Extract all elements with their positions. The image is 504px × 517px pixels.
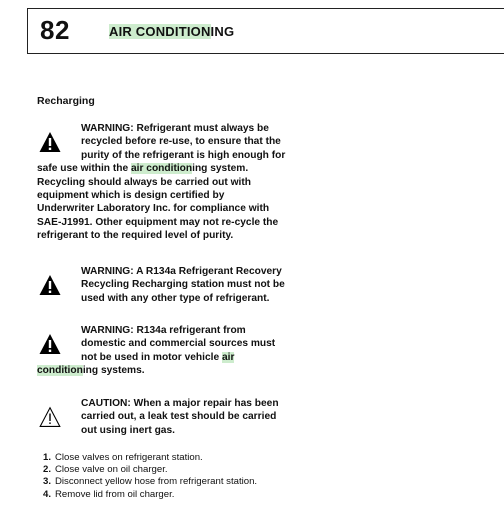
notice-line — [37, 162, 332, 175]
notice-line: used with any other type of refrigerant. — [81, 292, 270, 304]
step-item — [37, 464, 357, 476]
chapter-title — [109, 24, 234, 39]
notice-text: not be used in motor vehicle — [81, 351, 222, 363]
notice-line: CAUTION: When a major repair has been — [81, 398, 279, 409]
chapter-title-suffix: ING — [210, 24, 235, 39]
procedure-steps — [37, 452, 357, 501]
notice-line: carried out, a leak test should be carried — [81, 411, 277, 423]
notice-line: Underwriter Laboratory Inc. for compliance with — [37, 203, 270, 215]
search-highlight: condition — [37, 365, 83, 377]
step-text: Remove lid from oil charger. — [55, 488, 175, 500]
search-highlight: air condition — [130, 163, 193, 175]
notice-text: ing system. — [192, 163, 249, 175]
notice-line: Recycling Recharging station must not be — [81, 279, 285, 291]
step-number: 2. — [42, 464, 51, 476]
notice-line: refrigerant to the required level of purity. — [37, 230, 234, 242]
search-highlight: air — [221, 351, 235, 363]
step-text: Close valve on oil charger. — [55, 464, 168, 476]
warning-triangle-filled-icon — [39, 274, 61, 296]
notice-text: ing systems. — [82, 365, 145, 377]
caution-notice-leak-test — [37, 397, 332, 437]
notice-line: out using inert gas. — [81, 424, 175, 436]
step-text: Close valves on refrigerant station. — [55, 452, 203, 463]
step-item — [37, 452, 357, 464]
notice-line — [37, 351, 332, 364]
step-number: 3. — [42, 476, 51, 488]
notice-line: recycled before re-use, to ensure that the — [81, 136, 281, 148]
step-text: Disconnect yellow hose from refrigerant station. — [55, 476, 258, 488]
notice-line: WARNING: A R134a Refrigerant Recovery — [81, 266, 282, 277]
step-item — [37, 476, 357, 488]
chapter-header — [27, 8, 504, 54]
notice-line: WARNING: Refrigerant must always be — [81, 123, 269, 134]
warning-triangle-filled-icon — [39, 333, 61, 355]
warning-notice-purity — [37, 122, 332, 243]
notice-line: Recycling should always be carried out with — [37, 176, 251, 188]
warning-triangle-filled-icon — [39, 131, 61, 153]
notice-line: WARNING: R134a refrigerant from — [81, 325, 246, 336]
warning-notice-station — [37, 265, 332, 305]
notice-line — [37, 364, 332, 377]
warning-notice-sources — [37, 324, 332, 378]
notice-line: SAE-J1991. Other equipment may not re-cycle the — [37, 216, 279, 228]
page-number: 82 — [40, 15, 70, 45]
search-highlight: AIR CONDITION — [109, 24, 211, 39]
caution-triangle-outline-icon — [39, 406, 61, 428]
notice-line: domestic and commercial sources must — [81, 338, 276, 350]
notice-text: safe use within the — [37, 163, 131, 175]
section-heading: Recharging — [37, 95, 95, 107]
step-number: 1. — [42, 452, 51, 463]
notice-line: purity of the refrigerant is high enough for — [81, 149, 286, 161]
notice-line: equipment which is design certified by — [37, 190, 225, 202]
step-item — [37, 489, 357, 501]
step-number: 4. — [42, 488, 51, 500]
